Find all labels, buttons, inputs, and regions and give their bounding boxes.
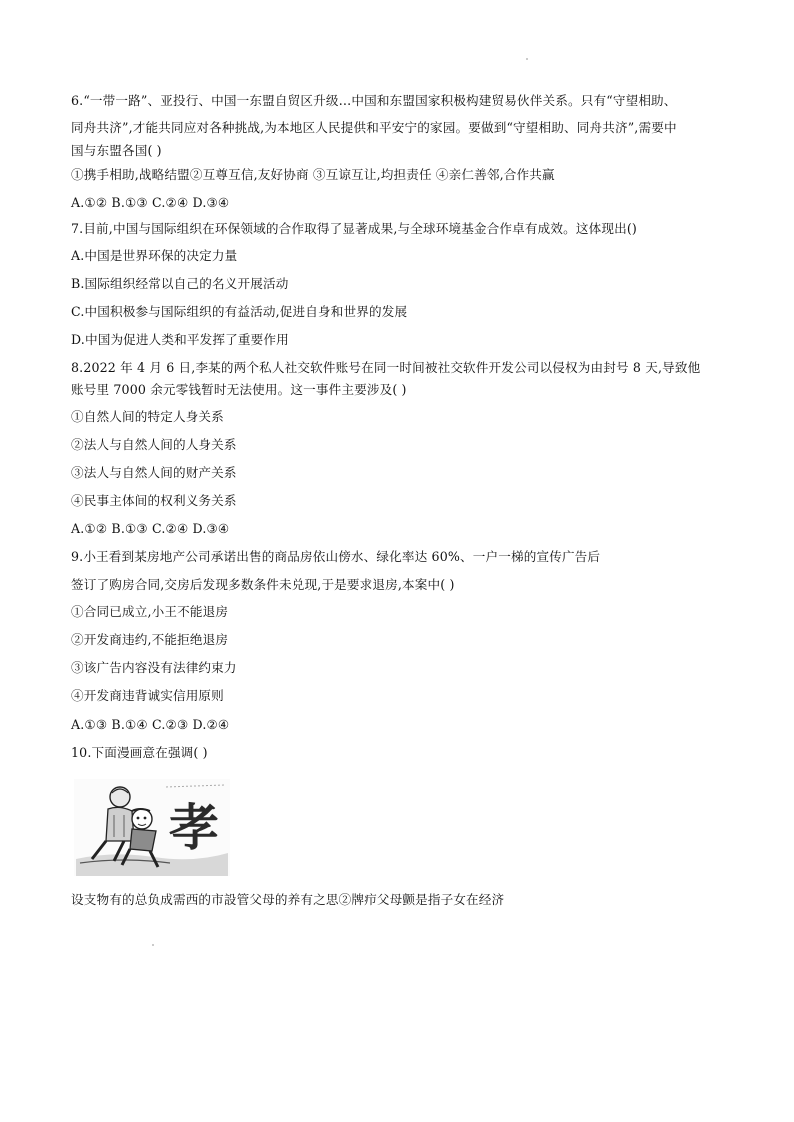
question-6-options: A.①② B.①③ C.②④ D.③④ [71, 195, 230, 210]
question-9-statement-1: ①合同已成立,小王不能退房 [71, 604, 229, 619]
scan-speck [526, 58, 528, 60]
question-8-line-2: 账号里 7000 余元零钱暂时无法使用。这一事件主要涉及( ) [71, 382, 407, 397]
question-8-options: A.①② B.①③ C.②④ D.③④ [71, 521, 230, 536]
question-9-line-2: 签订了购房合同,交房后发现多数条件未兑现,于是要求退房,本案中( ) [71, 577, 455, 592]
question-9-statement-2: ②开发商违约,不能拒绝退房 [71, 632, 229, 647]
question-6-line-2: 同舟共济”,才能共同应对各种挑战,为本地区人民提供和平安宁的家园。要做到“守望相助、同舟共济”,需要中 [71, 120, 677, 135]
question-6-line-1: 6.“一带一路”、亚投行、中国一东盟自贸区升级…中国和东盟国家积极构建贸易伙伴关系。只有“守望相助、 [71, 93, 677, 108]
question-6-statements: ①携手相助,战略结盟②互尊互信,友好协商 ③互谅互让,均担责任 ④亲仁善邻,合作共赢 [71, 167, 555, 182]
cartoon-image [74, 779, 230, 876]
question-9-statement-3: ③该广告内容没有法律约束力 [71, 660, 237, 675]
question-6-line-3: 国与东盟各国( ) [71, 143, 162, 158]
question-10-stem: 10.下面漫画意在强调( ) [71, 745, 208, 760]
question-7-option-a: A.中国是世界环保的决定力量 [71, 248, 238, 263]
question-8-line-1: 8.2022 年 4 月 6 日,李某的两个私人社交软件账号在同一时间被社交软件开发公司以侵权为由封号 8 天,导致他 [71, 360, 701, 375]
question-7-stem: 7.目前,中国与国际组织在环保领域的合作取得了显著成果,与全球环境基金合作卓有成效。这体现出() [71, 221, 637, 236]
scan-speck [152, 944, 154, 946]
question-8-statement-3: ③法人与自然人间的财产关系 [71, 465, 237, 480]
question-8-statement-1: ①自然人间的特定人身关系 [71, 409, 224, 424]
question-8-statement-2: ②法人与自然人间的人身关系 [71, 437, 237, 452]
question-7-option-c: C.中国积极参与国际组织的有益活动,促进自身和世界的发展 [71, 304, 408, 319]
question-7-option-d: D.中国为促进人类和平发挥了重要作用 [71, 332, 289, 347]
question-9-statement-4: ④开发商违背诚实信用原则 [71, 688, 224, 703]
question-10-continued-text: 设支物有的总负成需西的市設管父母的养有之思②牌疖父母颤是指子女在经济 [71, 892, 505, 907]
question-9-line-1: 9.小王看到某房地产公司承诺出售的商品房依山傍水、绿化率达 60%、一户一梯的宣传广告后 [71, 549, 601, 564]
question-9-options: A.①③ B.①④ C.②③ D.②④ [71, 717, 230, 732]
question-8-statement-4: ④民事主体间的权利义务关系 [71, 493, 237, 508]
cartoon-filial-character: 孝 [169, 799, 219, 857]
question-7-option-b: B.国际组织经常以自己的名义开展活动 [71, 276, 289, 291]
